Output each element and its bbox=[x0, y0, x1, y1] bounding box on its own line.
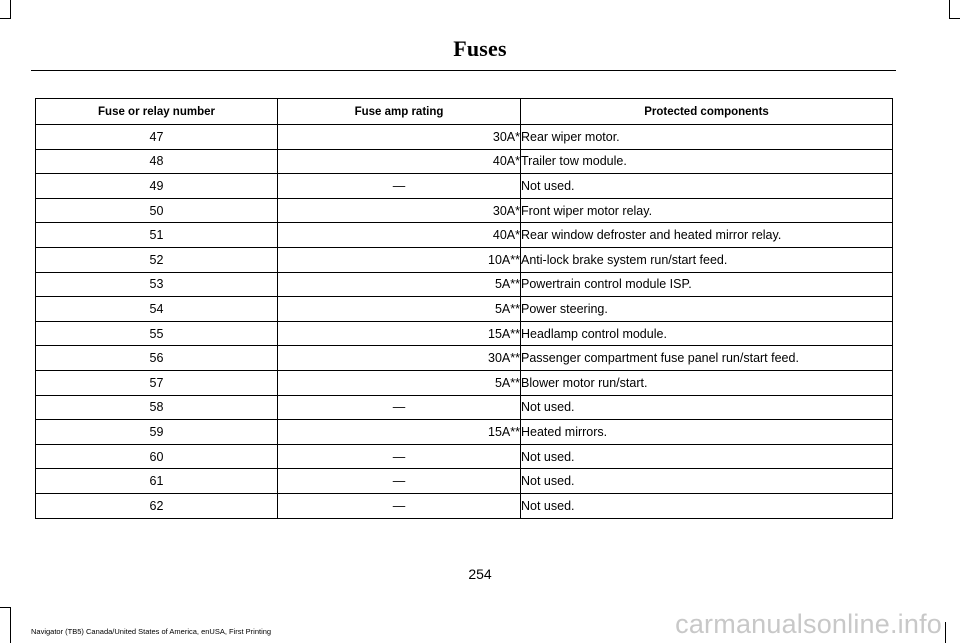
page-number: 254 bbox=[468, 566, 492, 582]
fuse-number-cell: 51 bbox=[36, 223, 278, 248]
crop-mark-top-left-v bbox=[10, 0, 11, 18]
amp-rating-cell: 40A* bbox=[278, 149, 521, 174]
fuse-number-cell: 59 bbox=[36, 420, 278, 445]
fuse-table bbox=[35, 98, 893, 519]
crop-mark-top-right-v bbox=[949, 0, 950, 18]
protected-component-cell: Not used. bbox=[521, 493, 893, 518]
protected-component-cell: Powertrain control module ISP. bbox=[521, 272, 893, 297]
amp-rating-cell: 30A** bbox=[278, 346, 521, 371]
crop-mark-bottom-right-v bbox=[945, 622, 946, 643]
table-row bbox=[36, 420, 893, 445]
amp-rating-cell: 10A** bbox=[278, 247, 521, 272]
header-divider bbox=[31, 70, 896, 71]
protected-component-cell: Rear wiper motor. bbox=[521, 125, 893, 150]
fuse-number-cell: 58 bbox=[36, 395, 278, 420]
amp-rating-cell: 40A* bbox=[278, 223, 521, 248]
table-row bbox=[36, 223, 893, 248]
protected-component-cell: Heated mirrors. bbox=[521, 420, 893, 445]
table-row bbox=[36, 469, 893, 494]
amp-rating-cell: 5A** bbox=[278, 297, 521, 322]
page-title: Fuses bbox=[453, 36, 507, 61]
table-row bbox=[36, 149, 893, 174]
amp-rating-cell: — bbox=[278, 395, 521, 420]
table-row bbox=[36, 247, 893, 272]
protected-component-cell: Trailer tow module. bbox=[521, 149, 893, 174]
protected-component-cell: Not used. bbox=[521, 469, 893, 494]
fuse-number-cell: 52 bbox=[36, 247, 278, 272]
protected-component-cell: Passenger compartment fuse panel run/start feed. bbox=[521, 346, 893, 371]
protected-component-cell: Headlamp control module. bbox=[521, 321, 893, 346]
amp-rating-cell: 5A** bbox=[278, 272, 521, 297]
protected-component-cell: Blower motor run/start. bbox=[521, 370, 893, 395]
amp-rating-cell: — bbox=[278, 444, 521, 469]
amp-rating-cell: 5A** bbox=[278, 370, 521, 395]
protected-component-cell: Front wiper motor relay. bbox=[521, 198, 893, 223]
amp-rating-cell: 15A** bbox=[278, 321, 521, 346]
footer-text: Navigator (TB5) Canada/United States of America, enUSA, First Printing bbox=[31, 627, 272, 636]
fuse-number-cell: 53 bbox=[36, 272, 278, 297]
column-header-amp-rating: Fuse amp rating bbox=[278, 99, 521, 125]
protected-component-cell: Not used. bbox=[521, 174, 893, 199]
table-row bbox=[36, 395, 893, 420]
table-row bbox=[36, 174, 893, 199]
fuse-number-cell: 56 bbox=[36, 346, 278, 371]
table-row bbox=[36, 346, 893, 371]
fuse-number-cell: 50 bbox=[36, 198, 278, 223]
table-row bbox=[36, 125, 893, 150]
fuse-number-cell: 61 bbox=[36, 469, 278, 494]
fuse-number-cell: 57 bbox=[36, 370, 278, 395]
fuse-number-cell: 55 bbox=[36, 321, 278, 346]
column-header-protected-components: Protected components bbox=[521, 99, 893, 125]
table-row bbox=[36, 297, 893, 322]
protected-component-cell: Rear window defroster and heated mirror relay. bbox=[521, 223, 893, 248]
table-row bbox=[36, 321, 893, 346]
crop-mark-bottom-left-h bbox=[0, 607, 11, 608]
table-row bbox=[36, 198, 893, 223]
crop-mark-top-left-h bbox=[0, 18, 11, 19]
fuse-number-cell: 49 bbox=[36, 174, 278, 199]
fuse-number-cell: 48 bbox=[36, 149, 278, 174]
amp-rating-cell: 30A* bbox=[278, 198, 521, 223]
fuse-number-cell: 47 bbox=[36, 125, 278, 150]
fuse-number-cell: 62 bbox=[36, 493, 278, 518]
protected-component-cell: Not used. bbox=[521, 444, 893, 469]
amp-rating-cell: — bbox=[278, 174, 521, 199]
fuse-number-cell: 60 bbox=[36, 444, 278, 469]
amp-rating-cell: 15A** bbox=[278, 420, 521, 445]
crop-mark-bottom-left-v bbox=[10, 607, 11, 643]
table-row bbox=[36, 444, 893, 469]
table-header-row bbox=[36, 99, 893, 125]
amp-rating-cell: 30A* bbox=[278, 125, 521, 150]
protected-component-cell: Anti-lock brake system run/start feed. bbox=[521, 247, 893, 272]
amp-rating-cell: — bbox=[278, 469, 521, 494]
watermark-logo: carmanualsonline.info bbox=[675, 609, 942, 639]
table-row bbox=[36, 272, 893, 297]
table-row bbox=[36, 370, 893, 395]
crop-mark-top-right-h bbox=[949, 18, 960, 19]
amp-rating-cell: — bbox=[278, 493, 521, 518]
protected-component-cell: Power steering. bbox=[521, 297, 893, 322]
column-header-fuse-number: Fuse or relay number bbox=[36, 99, 278, 125]
table-row bbox=[36, 493, 893, 518]
fuse-number-cell: 54 bbox=[36, 297, 278, 322]
protected-component-cell: Not used. bbox=[521, 395, 893, 420]
